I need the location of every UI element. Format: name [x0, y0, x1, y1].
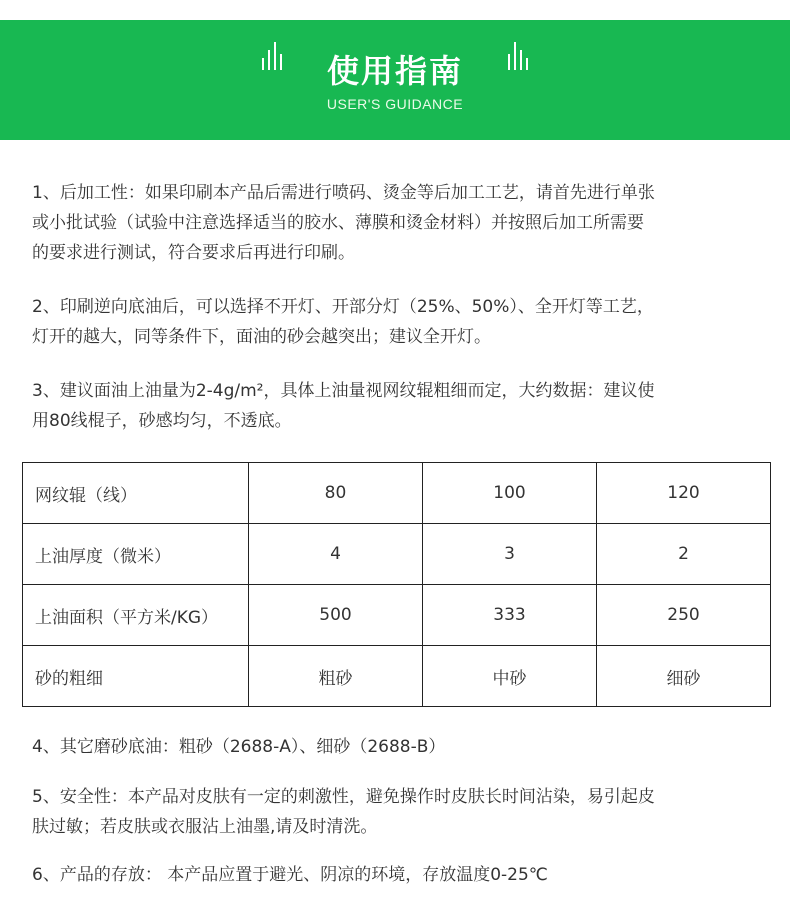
page-subtitle: USER'S GUIDANCE [326, 96, 464, 112]
text-line: 4、其它磨砂底油：粗砂（2688-A）、细砂（2688-B） [32, 737, 446, 757]
text-line: 3、建议面油上油量为2-4g/m²，具体上油量视网纹辊粗细而定，大约数据：建议使 [32, 381, 655, 401]
header-banner [0, 20, 790, 140]
paragraph-reverse-primer [32, 292, 764, 352]
table-cell: 中砂 [423, 646, 597, 707]
paragraph-safety [32, 782, 764, 842]
table-cell: 粗砂 [249, 646, 423, 707]
table-row [23, 585, 771, 646]
text-line: 用80线棍子，砂感均匀，不透底。 [32, 411, 292, 431]
text-line: 5、安全性：本产品对皮肤有一定的刺激性，避免操作时皮肤长时间沾染，易引起皮 [32, 787, 655, 807]
table-row [23, 524, 771, 585]
row-label: 上油厚度（微米） [23, 524, 249, 585]
paragraph-storage [32, 860, 764, 890]
table-cell: 4 [249, 524, 423, 585]
table-cell: 250 [597, 585, 771, 646]
table-cell: 333 [423, 585, 597, 646]
text-line: 或小批试验（试验中注意选择适当的胶水、薄膜和烫金材料）并按照后加工所需要 [32, 213, 644, 233]
row-label: 砂的粗细 [23, 646, 249, 707]
table-cell: 120 [597, 463, 771, 524]
text-line: 2、印刷逆向底油后，可以选择不开灯、开部分灯（25%、50%）、全开灯等工艺， [32, 297, 654, 317]
text-line: 6、产品的存放： 本产品应置于避光、阴凉的环境，存放温度0-25℃ [32, 865, 548, 885]
paragraph-coating-amount [32, 376, 764, 436]
table-row [23, 646, 771, 707]
row-label: 上油面积（平方米/KG） [23, 585, 249, 646]
table-cell: 细砂 [597, 646, 771, 707]
text-line: 灯开的越大，同等条件下，面油的砂会越突出；建议全开灯。 [32, 327, 491, 347]
table-cell: 100 [423, 463, 597, 524]
text-line: 肤过敏；若皮肤或衣服沾上油墨,请及时清洗。 [32, 817, 378, 837]
row-label: 网纹辊（线） [23, 463, 249, 524]
table-row [23, 463, 771, 524]
page-title: 使用指南 [326, 52, 463, 90]
paragraph-post-processing [32, 178, 764, 268]
table-cell: 3 [423, 524, 597, 585]
parameter-table [22, 462, 771, 707]
paragraph-other-primer [32, 732, 764, 762]
text-line: 的要求进行测试，符合要求后再进行印刷。 [32, 243, 355, 263]
table-cell: 500 [249, 585, 423, 646]
table-cell: 80 [249, 463, 423, 524]
text-line: 1、后加工性：如果印刷本产品后需进行喷码、烫金等后加工工艺，请首先进行单张 [32, 183, 655, 203]
table-cell: 2 [597, 524, 771, 585]
